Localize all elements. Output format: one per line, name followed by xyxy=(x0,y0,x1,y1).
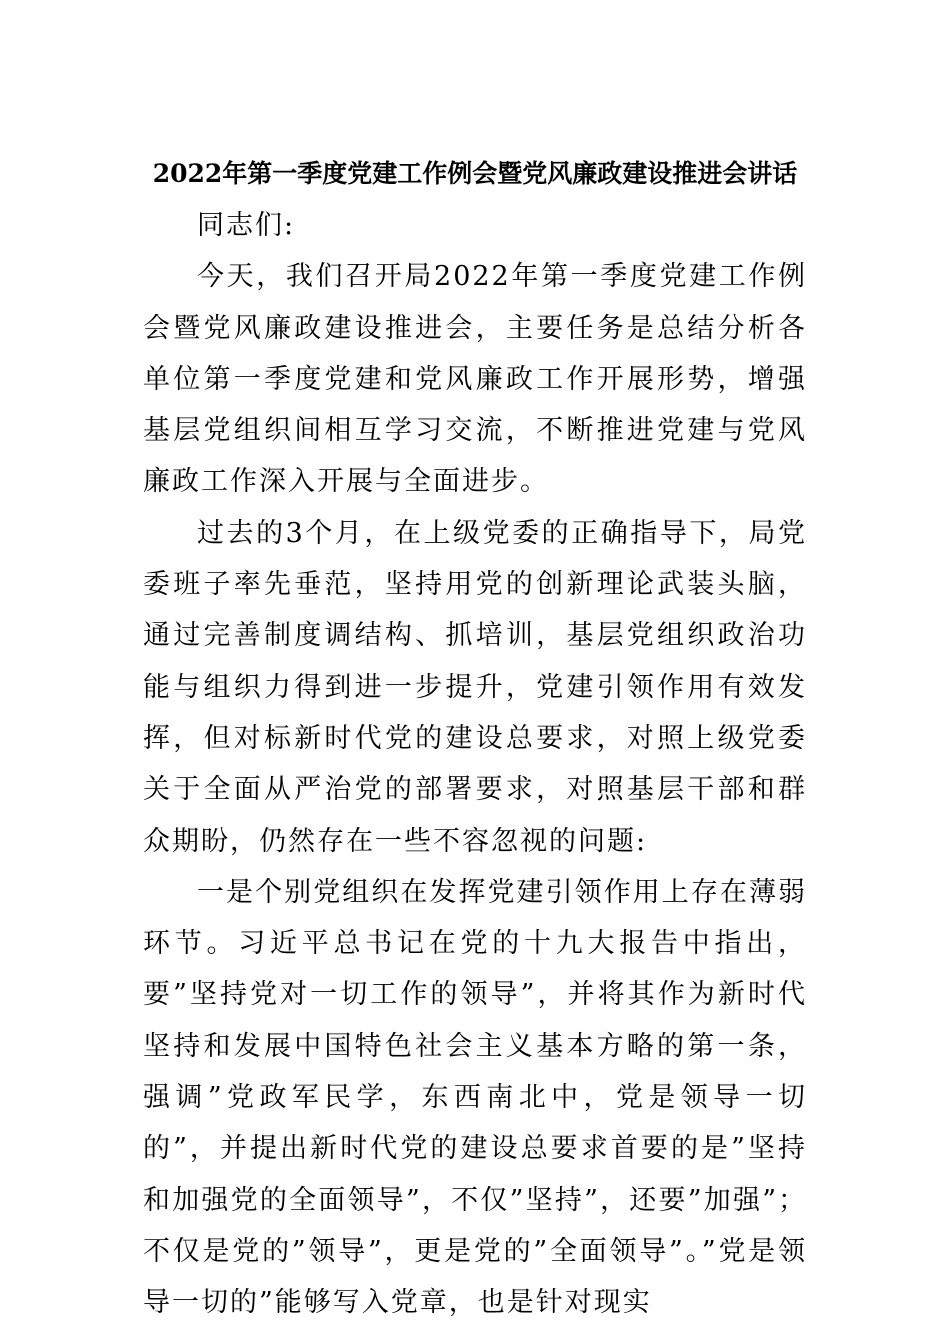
paragraph-issue-one: 一是个别党组织在发挥党建引领作用上存在薄弱环节。习近平总书记在党的十九大报告中指出，要”坚持党对一切工作的领导”，并将其作为新时代坚持和发展中国特色社会主义基本方略的第一条，强调”党政军民学，东西南北中，党是领导一切的”，并提出新时代党的建设总要求首要的是”坚持和加强党的全面领导”，不仅”坚持”，还要”加强”；不仅是党的”领导”，更是党的”全面领导”。”党是领导一切的”能够写入党章，也是针对现实 xyxy=(143,876,807,1319)
paragraph-review: 过去的3个月，在上级党委的正确指导下，局党委班子率先垂范，坚持用党的创新理论武装头脑，通过完善制度调结构、抓培训，基层党组织政治功能与组织力得到进一步提升，党建引领作用有效发挥，但对标新时代党的建设总要求，对照上级党委关于全面从严治党的部署要求，对照基层干部和群众期盼，仍然存在一些不容忽视的问题: xyxy=(143,517,807,857)
document-body xyxy=(143,200,807,1329)
paragraph-opening: 今天，我们召开局2022年第一季度党建工作例会暨党风廉政建设推进会，主要任务是总结分析各单位第一季度党建和党风廉政工作开展形势，增强基层党组织间相互学习交流，不断推进党建与党风廉政工作深入开展与全面进步。 xyxy=(143,261,807,498)
greeting: 同志们: xyxy=(197,210,296,241)
document-title: 2022年第一季度党建工作例会暨党风廉政建设推进会讲话 xyxy=(152,159,798,188)
